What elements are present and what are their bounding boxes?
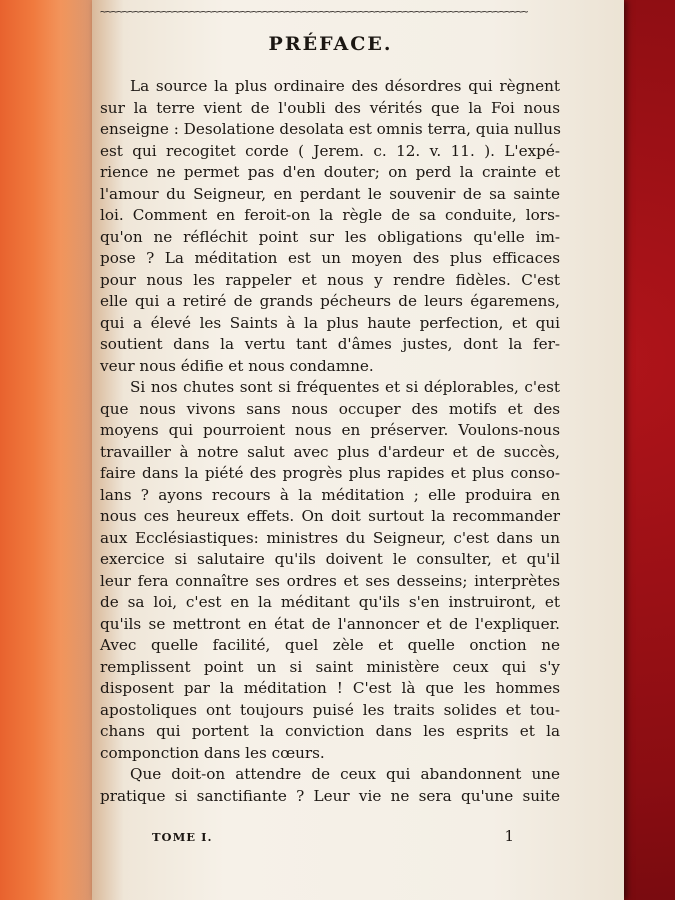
text-line: faire dans la piété des progrès plus rapides et plus conso- — [100, 464, 560, 482]
text-line: disposent par la méditation ! C'est là que les hommes — [100, 679, 560, 697]
text-line: nous ces heureux effets. On doit surtout la recommander — [100, 507, 560, 525]
left-page-edge — [0, 0, 95, 900]
text-line: moyens qui pourroient nous en préserver. Voulons-nous — [100, 421, 560, 439]
text-line: leur fera connaître ses ordres et ses desseins; interprètes — [100, 571, 560, 590]
text-line: travailler à notre salut avec plus d'ardeur et de succès, — [100, 442, 560, 461]
page-title: PRÉFACE. — [268, 33, 393, 55]
text-line: l'amour du Seigneur, en perdant le souvenir de sa sainte — [100, 184, 560, 203]
page-number: 1 — [504, 827, 514, 845]
text-line: remplissent point un si saint ministère ceux qui s'y — [100, 657, 560, 676]
text-line: pose ? La méditation est un moyen des plus efficaces — [100, 249, 560, 267]
text-line: soutient dans la vertu tant d'âmes justes, dont la fer- — [100, 335, 560, 353]
text-line: Si nos chutes sont si fréquentes et si déplorables, c'est — [130, 378, 560, 396]
preface-text — [100, 76, 560, 807]
text-line: chans qui portent la conviction dans les esprits et la — [100, 722, 560, 740]
header-ornament: ~~~~~~~~~~~~~~~~~~~~~~~~~~~~~~~~~~~~~~~~~~~~~~~~~~~~~~~~~~~~~~~~~~~~~~~~~~~~ — [100, 5, 528, 18]
text-line: loi. Comment en feroit-on la règle de sa conduite, lors- — [100, 206, 560, 224]
text-line: enseigne : Desolatione desolata est omnis terra, quia nullus — [100, 120, 561, 138]
text-line: Que doit-on attendre de ceux qui abandonnent une — [130, 765, 560, 783]
text-line: qu'on ne réfléchit point sur les obligations qu'elle im- — [100, 227, 560, 246]
text-line: componction dans les cœurs. — [100, 743, 325, 762]
text-line: aux Ecclésiastiques: ministres du Seigneur, c'est dans un — [100, 528, 560, 547]
text-line: Avec quelle facilité, quel zèle et quelle onction ne — [100, 636, 560, 654]
text-line: elle qui a retiré de grands pécheurs de leurs égaremens, — [100, 292, 560, 310]
text-line: qu'ils se mettront en état de l'annoncer et de l'expliquer. — [100, 614, 560, 633]
text-line: est qui recogitet corde ( Jerem. c. 12. v. 11. ). L'expé- — [100, 141, 560, 160]
page-footer — [152, 827, 514, 845]
text-line: La source la plus ordinaire des désordres qui règnent — [130, 77, 560, 95]
text-line: apostoliques ont toujours puisé les traits solides et tou- — [100, 700, 560, 719]
text-line: rience ne permet pas d'en douter; on perd la crainte et — [100, 163, 560, 181]
text-line: pour nous les rappeler et nous y rendre fidèles. C'est — [100, 270, 560, 289]
text-line: de sa loi, c'est en la méditant qu'ils s'en instruiront, et — [100, 593, 560, 611]
volume-label: TOME I. — [152, 830, 213, 844]
text-line: qui a élevé les Saints à la plus haute perfection, et qui — [100, 313, 560, 332]
text-line: exercice si salutaire qu'ils doivent le consulter, et qu'il — [100, 550, 560, 568]
text-line: lans ? ayons recours à la méditation ; elle produira en — [100, 485, 560, 504]
text-line: sur la terre vient de l'oubli des vérités que la Foi nous — [100, 98, 560, 117]
text-line: que nous vivons sans nous occuper des motifs et des — [100, 399, 560, 418]
text-line: pratique si sanctifiante ? Leur vie ne sera qu'une suite — [100, 786, 560, 805]
text-line: veur nous édifie et nous condamne. — [100, 356, 374, 375]
